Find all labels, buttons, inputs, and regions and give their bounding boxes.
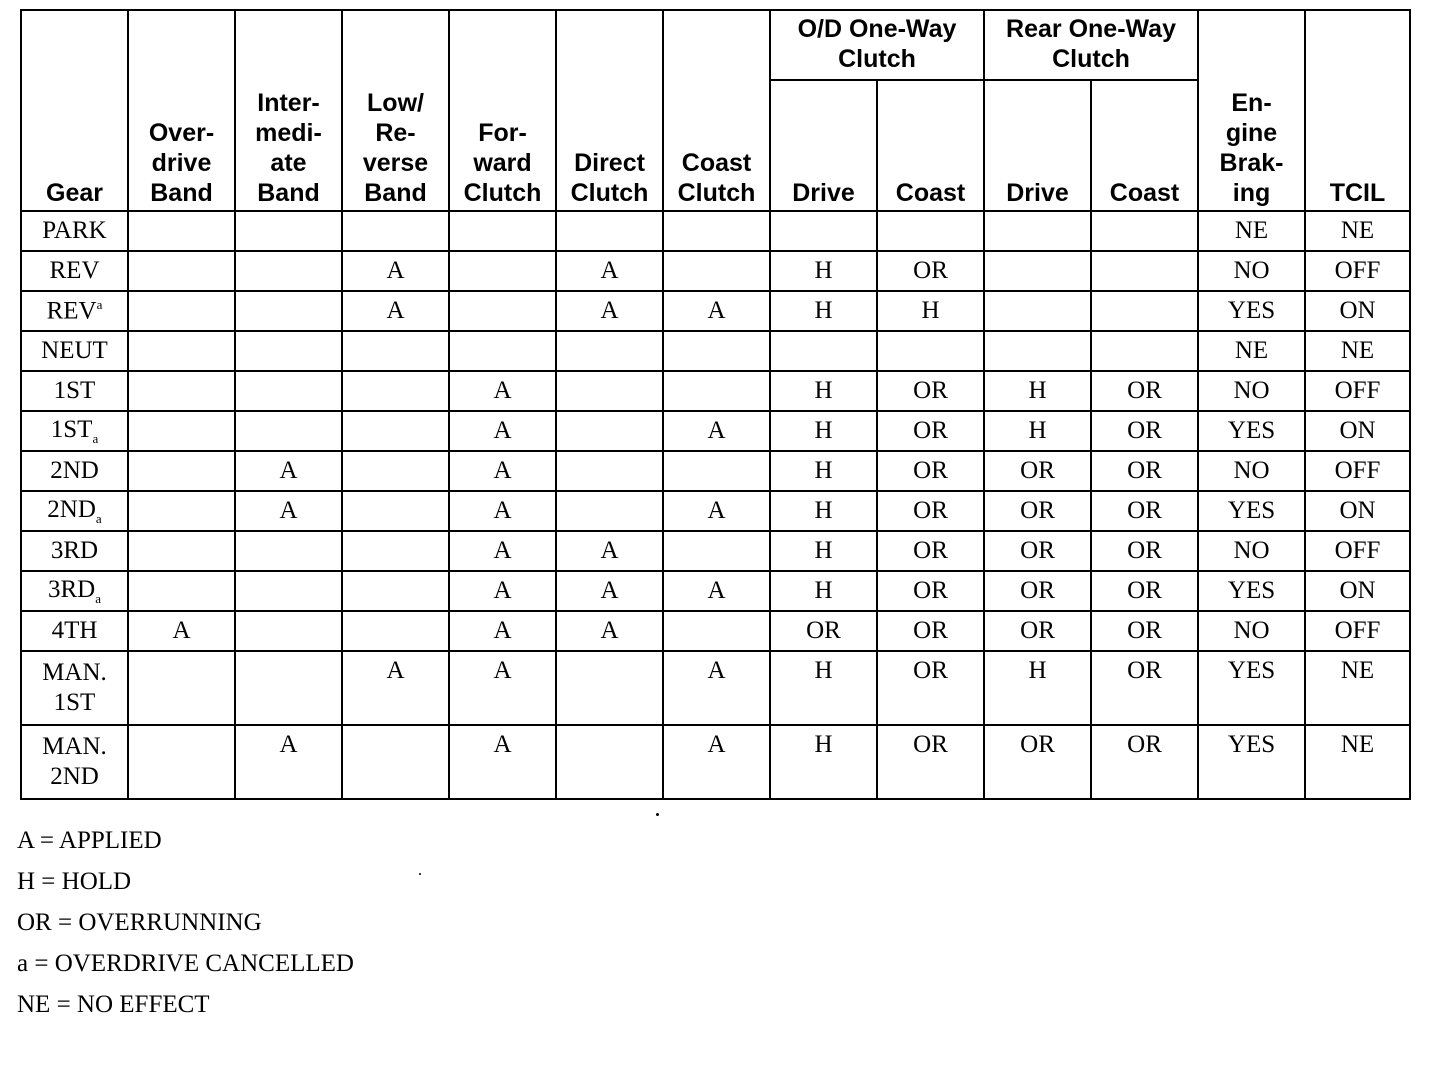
cell-forward-clutch: A xyxy=(449,371,556,411)
gear-label: 1ST xyxy=(53,377,96,404)
cell-intermediate-band xyxy=(235,571,342,611)
cell-engine-braking: YES xyxy=(1198,651,1305,725)
cell-tcil: ON xyxy=(1305,411,1410,451)
cell-gear xyxy=(21,611,128,651)
cell-rear-drive: H xyxy=(984,651,1091,725)
cell-forward-clutch: A xyxy=(449,725,556,799)
header-od-one-way-clutch xyxy=(770,10,984,80)
cell-forward-clutch xyxy=(449,211,556,251)
cell-low-reverse-band xyxy=(342,451,449,491)
cell-rear-drive: OR xyxy=(984,571,1091,611)
cell-tcil: OFF xyxy=(1305,251,1410,291)
cell-coast-clutch: A xyxy=(663,571,770,611)
legend-item-hold: H = HOLD xyxy=(17,868,132,895)
cell-intermediate-band xyxy=(235,211,342,251)
legend xyxy=(17,822,354,1027)
cell-engine-braking: NE xyxy=(1198,331,1305,371)
cell-od-drive: H xyxy=(770,291,877,331)
cell-od-drive: H xyxy=(770,371,877,411)
cell-coast-clutch xyxy=(663,451,770,491)
gear-label: REV xyxy=(46,297,97,325)
cell-direct-clutch xyxy=(556,491,663,531)
table-row xyxy=(21,571,1410,611)
table-row xyxy=(21,211,1410,251)
header-line: Low/ xyxy=(367,89,424,117)
cell-rear-coast: OR xyxy=(1091,651,1198,725)
cell-od-coast: OR xyxy=(877,371,984,411)
header-rear-drive: Drive xyxy=(984,80,1091,211)
gear-line: MAN. xyxy=(42,733,107,760)
header-gear: Gear xyxy=(21,10,128,211)
cell-direct-clutch: A xyxy=(556,251,663,291)
cell-gear xyxy=(21,331,128,371)
cell-od-drive: H xyxy=(770,571,877,611)
cell-tcil: OFF xyxy=(1305,531,1410,571)
header-line: Coast xyxy=(681,149,752,177)
header-line: Band xyxy=(257,179,320,207)
cell-od-drive: OR xyxy=(770,611,877,651)
cell-direct-clutch xyxy=(556,411,663,451)
cell-engine-braking: NO xyxy=(1198,531,1305,571)
cell-gear xyxy=(21,371,128,411)
cell-intermediate-band xyxy=(235,651,342,725)
cell-coast-clutch: A xyxy=(663,411,770,451)
cell-od-coast: OR xyxy=(877,611,984,651)
cell-od-drive xyxy=(770,331,877,371)
cell-rear-drive: OR xyxy=(984,451,1091,491)
cell-forward-clutch xyxy=(449,251,556,291)
cell-direct-clutch: A xyxy=(556,571,663,611)
cell-engine-braking: YES xyxy=(1198,491,1305,531)
table-row xyxy=(21,251,1410,291)
cell-gear xyxy=(21,651,128,725)
header-intermediate-band xyxy=(235,10,342,211)
cell-forward-clutch: A xyxy=(449,451,556,491)
table-row xyxy=(21,531,1410,571)
cell-coast-clutch xyxy=(663,611,770,651)
cell-coast-clutch xyxy=(663,531,770,571)
cell-overdrive-band xyxy=(128,291,235,331)
gear-line: 2ND xyxy=(50,763,99,790)
cell-coast-clutch: A xyxy=(663,291,770,331)
cell-direct-clutch xyxy=(556,651,663,725)
cell-low-reverse-band: A xyxy=(342,291,449,331)
cell-rear-coast: OR xyxy=(1091,611,1198,651)
scan-speck xyxy=(419,873,421,875)
table-row xyxy=(21,371,1410,411)
cell-od-drive: H xyxy=(770,251,877,291)
gear-line: 1ST xyxy=(53,689,96,716)
cell-rear-drive: OR xyxy=(984,725,1091,799)
cell-overdrive-band xyxy=(128,531,235,571)
table-row xyxy=(21,611,1410,651)
cell-engine-braking: NO xyxy=(1198,251,1305,291)
cell-intermediate-band xyxy=(235,291,342,331)
cell-od-coast: H xyxy=(877,291,984,331)
header-tcil: TCIL xyxy=(1305,10,1410,211)
header-line: drive xyxy=(151,149,212,177)
cell-direct-clutch xyxy=(556,331,663,371)
cell-forward-clutch: A xyxy=(449,571,556,611)
cell-intermediate-band: A xyxy=(235,491,342,531)
cell-engine-braking: YES xyxy=(1198,571,1305,611)
legend-item-overrunning: OR = OVERRUNNING xyxy=(17,909,262,936)
cell-rear-drive xyxy=(984,251,1091,291)
cell-gear xyxy=(21,571,128,611)
cell-rear-coast xyxy=(1091,331,1198,371)
cell-low-reverse-band xyxy=(342,571,449,611)
header-line: gine xyxy=(1225,119,1278,147)
gear-label: NEUT xyxy=(41,337,108,364)
cell-tcil: OFF xyxy=(1305,451,1410,491)
cell-gear xyxy=(21,491,128,531)
cell-tcil: ON xyxy=(1305,491,1410,531)
gear-label: 1ST xyxy=(50,415,93,443)
gear-label: 2ND xyxy=(47,495,96,523)
cell-low-reverse-band xyxy=(342,725,449,799)
cell-low-reverse-band xyxy=(342,411,449,451)
cell-overdrive-band xyxy=(128,211,235,251)
cell-overdrive-band xyxy=(128,411,235,451)
cell-rear-drive xyxy=(984,291,1091,331)
cell-coast-clutch xyxy=(663,211,770,251)
cell-od-drive: H xyxy=(770,411,877,451)
cell-rear-coast xyxy=(1091,291,1198,331)
cell-overdrive-band xyxy=(128,491,235,531)
header-line: Band xyxy=(150,179,213,207)
cell-rear-coast xyxy=(1091,211,1198,251)
header-line: Re- xyxy=(375,119,416,147)
cell-rear-drive: OR xyxy=(984,531,1091,571)
table-row xyxy=(21,725,1410,799)
cell-low-reverse-band xyxy=(342,531,449,571)
header-forward-clutch xyxy=(449,10,556,211)
cell-rear-coast: OR xyxy=(1091,531,1198,571)
cell-engine-braking: YES xyxy=(1198,725,1305,799)
gear-line: MAN. xyxy=(42,659,107,686)
cell-gear xyxy=(21,725,128,799)
cell-intermediate-band xyxy=(235,371,342,411)
header-line: Clutch xyxy=(677,179,756,207)
header-line: Direct xyxy=(574,149,645,177)
cell-rear-drive: H xyxy=(984,411,1091,451)
legend-item-no-effect: NE = NO EFFECT xyxy=(17,991,210,1018)
gear-label: 3RD xyxy=(50,537,99,564)
cell-rear-coast: OR xyxy=(1091,451,1198,491)
cell-od-coast: OR xyxy=(877,725,984,799)
cell-low-reverse-band xyxy=(342,611,449,651)
cell-tcil: NE xyxy=(1305,725,1410,799)
cell-od-coast xyxy=(877,211,984,251)
header-line: Clutch xyxy=(463,179,542,207)
cell-rear-drive xyxy=(984,211,1091,251)
cell-low-reverse-band xyxy=(342,211,449,251)
cell-overdrive-band xyxy=(128,251,235,291)
cell-overdrive-band xyxy=(128,331,235,371)
header-line: medi- xyxy=(255,119,322,147)
cell-od-coast: OR xyxy=(877,531,984,571)
cell-gear xyxy=(21,251,128,291)
cell-coast-clutch: A xyxy=(663,651,770,725)
cell-gear xyxy=(21,451,128,491)
cell-overdrive-band xyxy=(128,651,235,725)
cell-tcil: OFF xyxy=(1305,371,1410,411)
cell-rear-drive: H xyxy=(984,371,1091,411)
cell-coast-clutch: A xyxy=(663,491,770,531)
header-low-reverse-band xyxy=(342,10,449,211)
cell-coast-clutch: A xyxy=(663,725,770,799)
cell-forward-clutch: A xyxy=(449,491,556,531)
cell-od-coast: OR xyxy=(877,571,984,611)
header-od-drive: Drive xyxy=(770,80,877,211)
cell-low-reverse-band xyxy=(342,491,449,531)
scan-speck xyxy=(656,813,659,816)
cell-overdrive-band xyxy=(128,571,235,611)
cell-engine-braking: YES xyxy=(1198,291,1305,331)
header-line: Rear One-Way xyxy=(1006,15,1176,43)
cell-intermediate-band: A xyxy=(235,451,342,491)
header-line: O/D One-Way xyxy=(797,15,957,43)
cell-overdrive-band xyxy=(128,371,235,411)
legend-item-overdrive-cancelled: a = OVERDRIVE CANCELLED xyxy=(17,950,354,977)
table-row xyxy=(21,331,1410,371)
header-line: ing xyxy=(1232,179,1271,207)
gear-label: PARK xyxy=(42,217,107,244)
cell-rear-coast: OR xyxy=(1091,725,1198,799)
cell-direct-clutch xyxy=(556,371,663,411)
overdrive-cancelled-mark: a xyxy=(92,430,99,446)
cell-engine-braking: NE xyxy=(1198,211,1305,251)
cell-od-coast: OR xyxy=(877,451,984,491)
cell-coast-clutch xyxy=(663,251,770,291)
header-line: ate xyxy=(270,149,307,177)
header-rear-one-way-clutch xyxy=(984,10,1198,80)
cell-od-coast: OR xyxy=(877,251,984,291)
cell-direct-clutch: A xyxy=(556,531,663,571)
cell-direct-clutch: A xyxy=(556,291,663,331)
cell-engine-braking: NO xyxy=(1198,611,1305,651)
table-row xyxy=(21,291,1410,331)
table-row xyxy=(21,451,1410,491)
cell-engine-braking: YES xyxy=(1198,411,1305,451)
cell-overdrive-band xyxy=(128,451,235,491)
table-header xyxy=(21,10,1410,211)
header-line: ward xyxy=(473,149,532,177)
cell-forward-clutch xyxy=(449,291,556,331)
cell-rear-coast: OR xyxy=(1091,411,1198,451)
gear-label: 2ND xyxy=(50,457,99,484)
cell-overdrive-band xyxy=(128,725,235,799)
cell-overdrive-band: A xyxy=(128,611,235,651)
cell-coast-clutch xyxy=(663,331,770,371)
cell-od-drive: H xyxy=(770,725,877,799)
cell-tcil: ON xyxy=(1305,571,1410,611)
cell-intermediate-band xyxy=(235,331,342,371)
table-row xyxy=(21,411,1410,451)
cell-direct-clutch xyxy=(556,725,663,799)
cell-intermediate-band xyxy=(235,531,342,571)
cell-direct-clutch: A xyxy=(556,611,663,651)
cell-forward-clutch: A xyxy=(449,611,556,651)
header-line: For- xyxy=(478,119,527,147)
header-engine-braking xyxy=(1198,10,1305,211)
cell-forward-clutch: A xyxy=(449,651,556,725)
header-line: Over- xyxy=(148,119,215,147)
header-line: Inter- xyxy=(257,89,320,117)
table-row xyxy=(21,491,1410,531)
cell-engine-braking: NO xyxy=(1198,371,1305,411)
cell-od-drive: H xyxy=(770,531,877,571)
cell-rear-coast: OR xyxy=(1091,371,1198,411)
cell-rear-coast xyxy=(1091,251,1198,291)
overdrive-cancelled-mark: a xyxy=(95,590,101,606)
gear-label: 4TH xyxy=(51,617,98,644)
legend-item-applied: A = APPLIED xyxy=(17,827,162,854)
cell-low-reverse-band: A xyxy=(342,651,449,725)
cell-od-coast: OR xyxy=(877,651,984,725)
cell-od-coast: OR xyxy=(877,411,984,451)
cell-low-reverse-band xyxy=(342,371,449,411)
cell-low-reverse-band xyxy=(342,331,449,371)
gear-label: 3RD xyxy=(47,575,96,603)
cell-intermediate-band xyxy=(235,611,342,651)
cell-direct-clutch xyxy=(556,211,663,251)
header-line: verse xyxy=(362,149,429,177)
cell-od-coast xyxy=(877,331,984,371)
cell-tcil: NE xyxy=(1305,651,1410,725)
header-line: En- xyxy=(1231,89,1272,117)
cell-intermediate-band: A xyxy=(235,725,342,799)
cell-od-drive: H xyxy=(770,651,877,725)
header-overdrive-band xyxy=(128,10,235,211)
header-od-coast: Coast xyxy=(877,80,984,211)
overdrive-cancelled-mark: a xyxy=(96,296,103,312)
header-direct-clutch xyxy=(556,10,663,211)
cell-low-reverse-band: A xyxy=(342,251,449,291)
cell-od-drive xyxy=(770,211,877,251)
cell-forward-clutch: A xyxy=(449,531,556,571)
table-body xyxy=(21,211,1410,799)
header-rear-coast: Coast xyxy=(1091,80,1198,211)
table-row xyxy=(21,651,1410,725)
cell-od-drive: H xyxy=(770,491,877,531)
header-line: Brak- xyxy=(1219,149,1284,177)
header-line: Band xyxy=(364,179,427,207)
cell-od-drive: H xyxy=(770,451,877,491)
cell-forward-clutch xyxy=(449,331,556,371)
header-line: Clutch xyxy=(838,45,916,73)
cell-gear xyxy=(21,531,128,571)
cell-od-coast: OR xyxy=(877,491,984,531)
clutch-band-application-table xyxy=(20,9,1411,800)
cell-tcil: ON xyxy=(1305,291,1410,331)
cell-coast-clutch xyxy=(663,371,770,411)
cell-tcil: OFF xyxy=(1305,611,1410,651)
cell-tcil: NE xyxy=(1305,211,1410,251)
cell-intermediate-band xyxy=(235,251,342,291)
cell-gear xyxy=(21,211,128,251)
cell-rear-coast: OR xyxy=(1091,491,1198,531)
cell-rear-drive: OR xyxy=(984,491,1091,531)
header-line: Clutch xyxy=(570,179,649,207)
cell-rear-drive: OR xyxy=(984,611,1091,651)
overdrive-cancelled-mark: a xyxy=(95,510,102,526)
gear-label: REV xyxy=(49,257,100,284)
cell-rear-drive xyxy=(984,331,1091,371)
cell-engine-braking: NO xyxy=(1198,451,1305,491)
header-line: Clutch xyxy=(1052,45,1130,73)
cell-tcil: NE xyxy=(1305,331,1410,371)
cell-gear xyxy=(21,411,128,451)
cell-direct-clutch xyxy=(556,451,663,491)
cell-forward-clutch: A xyxy=(449,411,556,451)
header-coast-clutch xyxy=(663,10,770,211)
cell-intermediate-band xyxy=(235,411,342,451)
cell-rear-coast: OR xyxy=(1091,571,1198,611)
cell-gear xyxy=(21,291,128,331)
